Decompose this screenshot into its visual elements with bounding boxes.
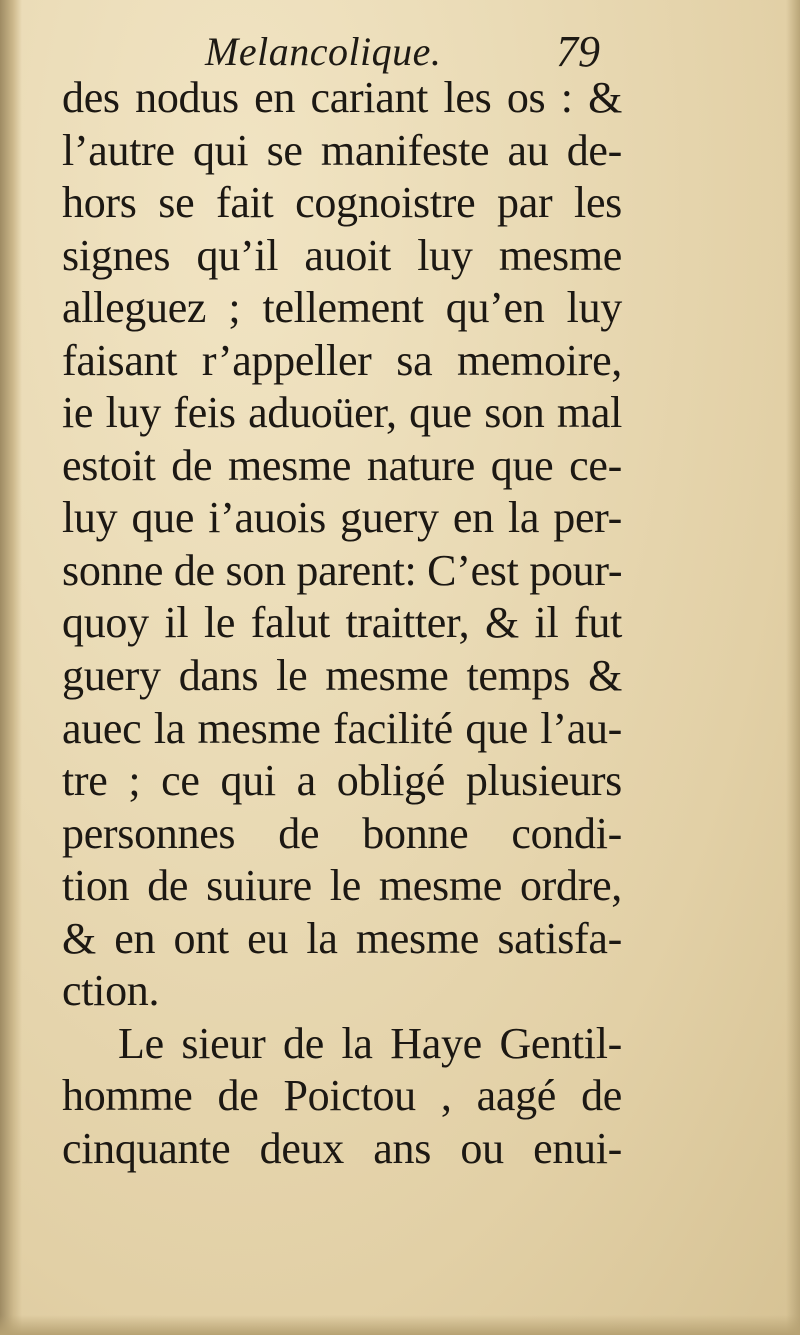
text-line-paragraph-start: Le sieur de la Haye Gentil- [118,1018,622,1068]
text-line: guery dans le mesme temps & [62,651,622,701]
text-line: hors se fait cognoistre par les [62,178,622,228]
text-line: l’autre qui se manifeste au de- [62,125,622,175]
text-line: quoy il le falut traitter, & il fut [62,598,622,648]
text-line: & en ont eu la mesme satisfa- [62,913,622,963]
page-number: 79 [556,27,600,76]
text-line: auec la mesme facilité que l’au- [62,703,622,753]
text-line: tre ; ce qui a obligé plusieurs [62,756,622,806]
text-line: des nodus en cariant les os : & [62,73,622,122]
text-line: luy que i’auois guery en la per- [62,493,622,543]
text-line: personnes de bonne condi- [62,808,622,858]
text-line: cinquante deux ans ou enui- [62,1123,622,1173]
text-line: alleguez ; tellement qu’en luy [62,283,622,333]
page-edge-shadow [786,0,800,1335]
text-line: faisant r’appeller sa memoire, [62,335,622,385]
text-line: homme de Poictou , aagé de [62,1071,622,1121]
text-line: ie luy feis aduoüer, que son mal [62,388,622,438]
text-line: tion de suiure le mesme ordre, [62,861,622,911]
text-line-paragraph-end: ction. [62,966,160,1016]
text-line: sonne de son parent: C’est pour- [62,545,623,595]
text-line: estoit de mesme nature que ce- [62,440,622,490]
running-title: Melancolique. [205,29,442,74]
page-bottom-shadow [0,1315,800,1335]
text-line: signes qu’il auoit luy mesme [62,230,622,280]
page-gutter-shadow [0,0,22,1335]
body-text [62,72,622,1175]
